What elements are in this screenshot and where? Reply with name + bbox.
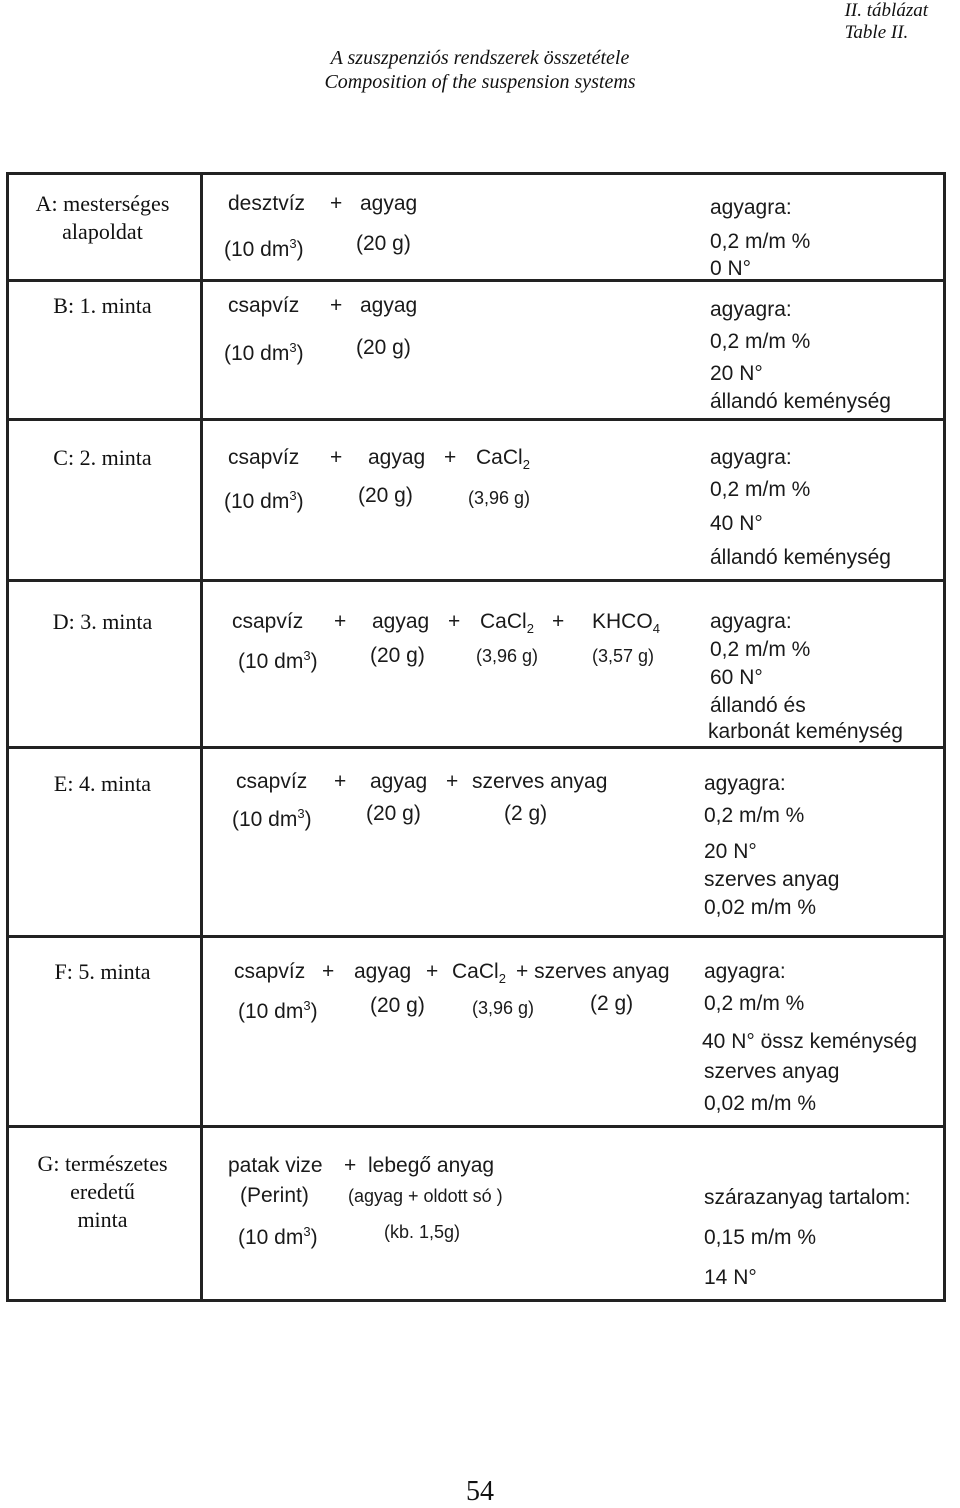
table-title — [0, 46, 960, 94]
row-label: E: 4. minta — [53, 771, 152, 796]
water-amount: (10 $dm^3$) — [238, 1224, 318, 1249]
row-label: A: mesterséges alapoldat — [35, 191, 170, 244]
row-divider — [6, 579, 946, 582]
table-title-hu: A szuszpenziós rendszerek összetétele — [330, 47, 630, 69]
table-title-en: Composition of the suspension systems — [324, 71, 636, 93]
cacl2-formula: CaCl$_2$ — [476, 446, 530, 473]
cacl2-formula: CaCl$_2$ — [452, 960, 506, 987]
water-amount: (10 $dm^3$) — [238, 648, 318, 673]
page-number: 54 — [466, 1476, 494, 1507]
table-number-en: Table II. — [844, 22, 909, 43]
row-divider — [6, 1125, 946, 1128]
water-amount: (10 $dm^3$) — [224, 236, 304, 261]
cacl2-formula: CaCl$_2$ — [480, 610, 534, 637]
row-label: B: 1. minta — [53, 293, 152, 318]
row-divider — [6, 279, 946, 282]
row-divider — [6, 418, 946, 421]
row-divider — [6, 746, 946, 749]
water-amount: (10 $dm^3$) — [224, 340, 304, 365]
khco4-formula: $KHCO_4$ — [592, 610, 660, 637]
water-amount: (10 $dm^3$) — [224, 488, 304, 513]
column-divider — [200, 172, 203, 1302]
row-label: G: természetes eredetű minta — [37, 1151, 168, 1232]
row-label: C: 2. minta — [53, 445, 152, 470]
water-amount: (10 $dm^3$) — [232, 806, 312, 831]
row-divider — [6, 935, 946, 938]
table-number-hu: II. táblázat — [844, 0, 928, 21]
table-number — [845, 0, 928, 44]
row-label: D: 3. minta — [52, 609, 153, 634]
water-amount: (10 $dm^3$) — [238, 998, 318, 1023]
row-label: F: 5. minta — [54, 959, 151, 984]
